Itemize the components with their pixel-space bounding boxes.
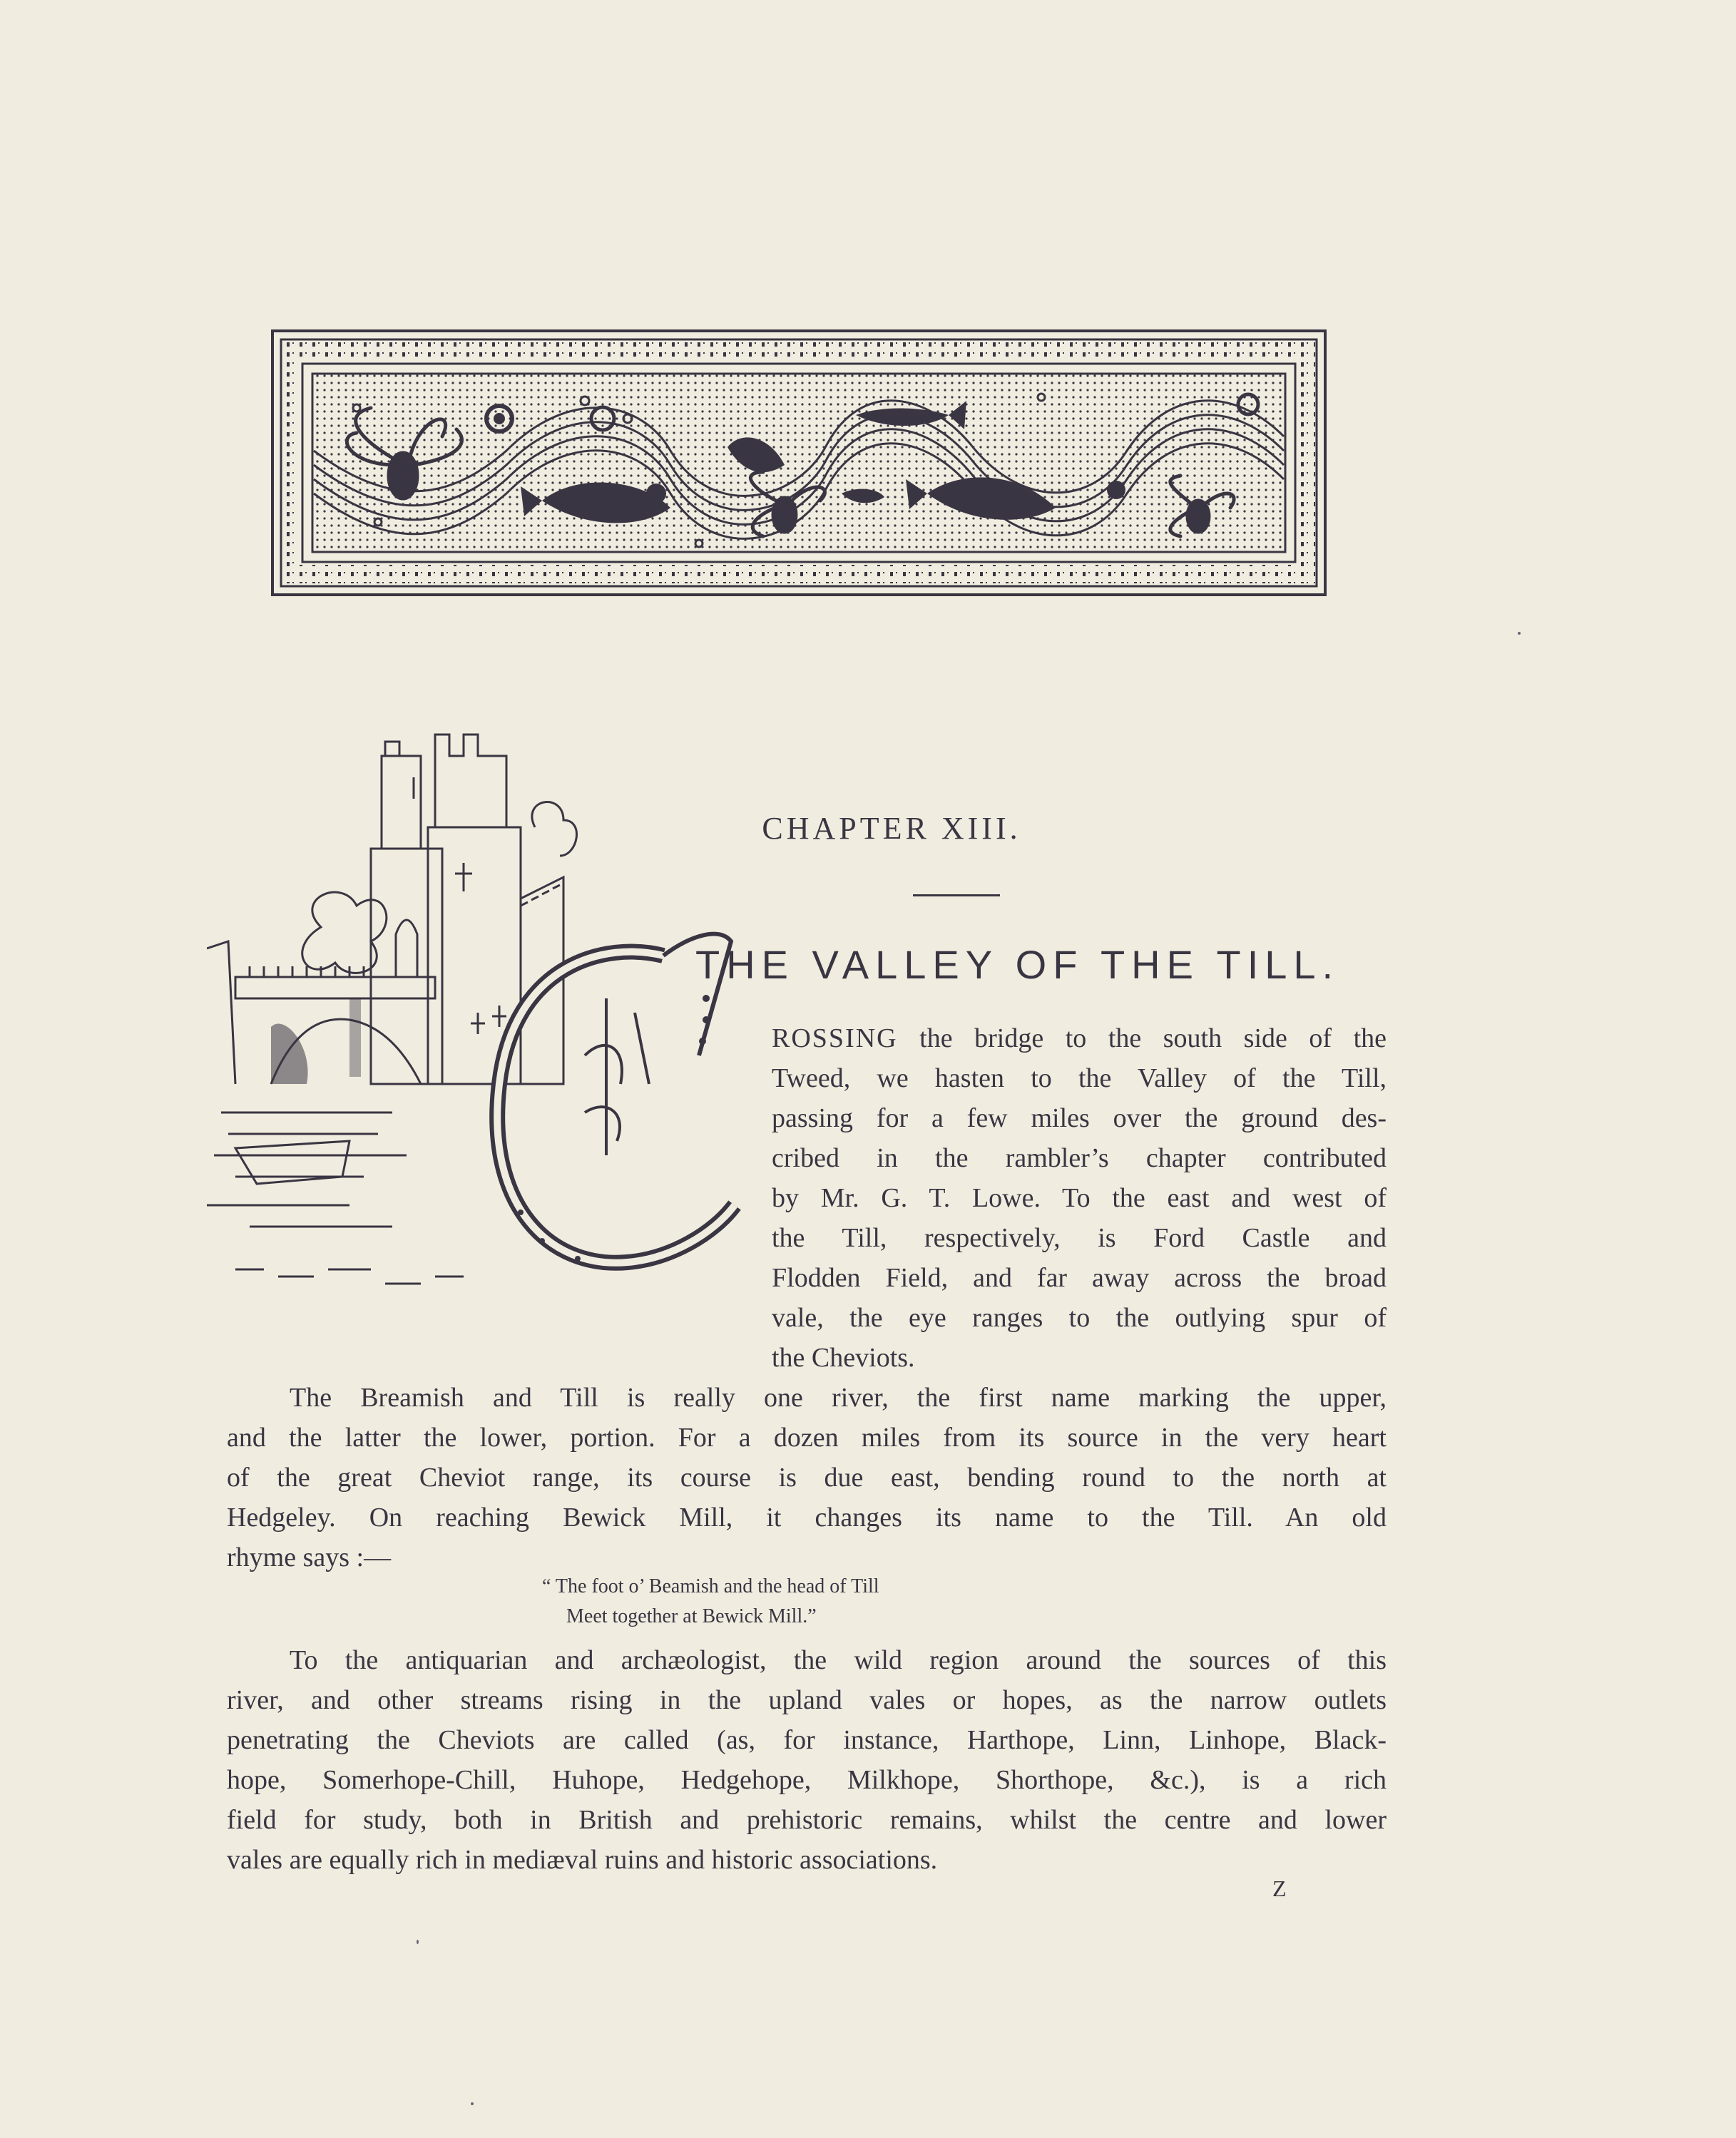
- text-line: field for study, both in British and prehistoric remains, whilst the centre and lower: [227, 1805, 1387, 1835]
- text-line: vales are equally rich in mediæval ruins and historic associations.: [227, 1845, 938, 1875]
- castle-vignette-initial: [207, 713, 749, 1334]
- text-line: the Cheviots.: [772, 1343, 915, 1373]
- paragraph-antiquarian: [227, 1640, 1387, 1880]
- text-line: Hedgeley. On reaching Bewick Mill, it changes its name to the Till. An old: [227, 1503, 1387, 1533]
- text-line: of the great Cheviot range, its course is due east, bending round to the north at: [227, 1463, 1387, 1493]
- paper-speck: [1518, 632, 1521, 635]
- text-line-segment: the bridge to the south side of the: [919, 1023, 1387, 1053]
- opening-paragraph: [772, 1018, 1387, 1378]
- text-line: [772, 1018, 1387, 1058]
- text-line: rhyme says :—: [227, 1543, 392, 1572]
- chapter-title: THE VALLEY OF THE TILL.: [695, 942, 1340, 987]
- opening-first-word: ROSSING: [772, 1023, 898, 1053]
- paper-speck: [417, 1940, 419, 1944]
- verse-line: “ The foot o’ Beamish and the head of Till: [542, 1575, 879, 1597]
- text-line: penetrating the Cheviots are called (as, for instance, Harthope, Linn, Linhope, Black-: [227, 1725, 1387, 1755]
- chapter-rule-divider: [913, 894, 1000, 896]
- text-line: Tweed, we hasten to the Valley of the Till,: [772, 1063, 1387, 1093]
- text-line: To the antiquarian and archæologist, the wild region around the sources of this: [290, 1645, 1387, 1675]
- text-line: cribed in the rambler’s chapter contributed: [772, 1143, 1387, 1173]
- text-line: hope, Somerhope-Chill, Huhope, Hedgehope, Milkhope, Shorthope, &c.), is a rich: [227, 1765, 1387, 1795]
- text-line: the Till, respectively, is Ford Castle and: [772, 1223, 1387, 1253]
- paragraph-breamish: [227, 1378, 1387, 1577]
- verse-line: Meet together at Bewick Mill.”: [566, 1605, 817, 1627]
- signature-mark: Z: [1272, 1876, 1287, 1901]
- rhyme-quote: [542, 1572, 1084, 1632]
- text-line: by Mr. G. T. Lowe. To the east and west of: [772, 1183, 1387, 1213]
- text-line: river, and other streams rising in the upland vales or hopes, as the narrow outlets: [227, 1685, 1387, 1715]
- text-line: and the latter the lower, portion. For a dozen miles from its source in the very heart: [227, 1423, 1387, 1453]
- headpiece-ornament: [271, 329, 1327, 596]
- text-line: The Breamish and Till is really one river, the first name marking the upper,: [290, 1383, 1387, 1413]
- text-line: Flodden Field, and far away across the broad: [772, 1263, 1387, 1293]
- text-line: passing for a few miles over the ground des-: [772, 1103, 1387, 1133]
- text-line: vale, the eye ranges to the outlying spur of: [772, 1303, 1387, 1333]
- paper-speck: [471, 2102, 474, 2105]
- chapter-number: CHAPTER XIII.: [762, 811, 1021, 846]
